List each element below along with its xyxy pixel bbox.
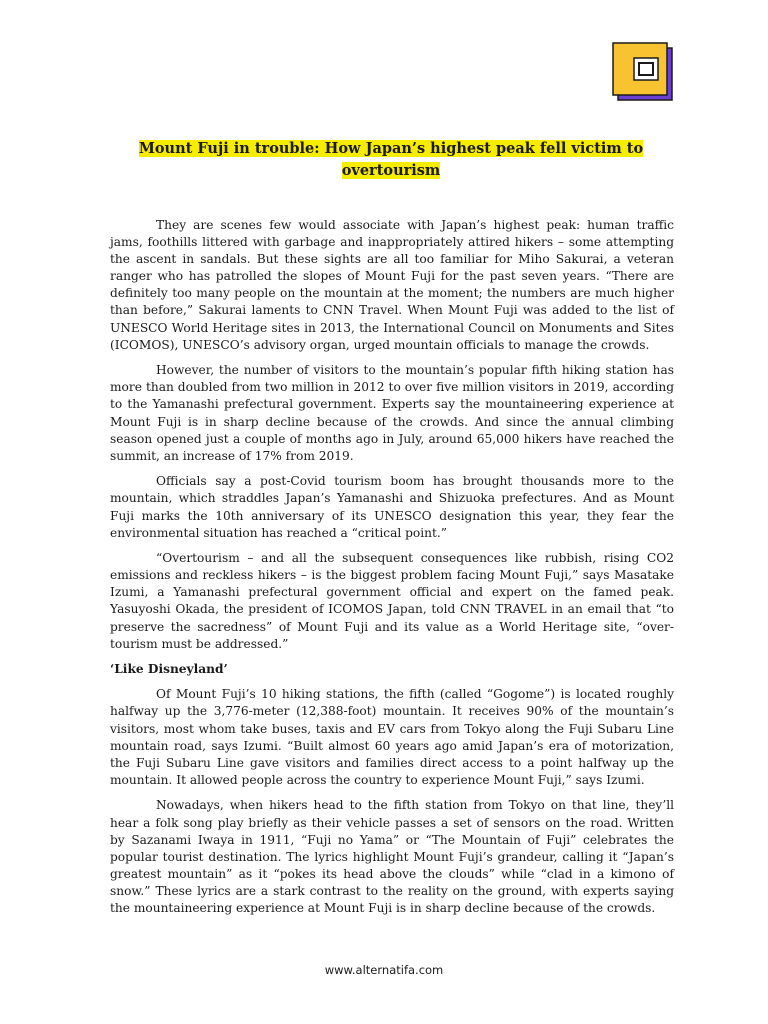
paragraph: Of Mount Fuji’s 10 hiking stations, the fifth (called “Gogome”) is located roughly halfway up the 3,776-meter (12,388-foot) mountain. It receives 90% of the mountain’s visitors, most whom take buses, taxis and EV cars from Tokyo along the Fuji Subaru Line mountain road, says Izumi. “Built almost 60 years ago amid Japan’s era of motorization, the Fuji Subaru Line gave visitors and families direct access to a point halfway up the mountain. It allowed people across the country to experience Mount Fuji,” says Izumi. [110,687,674,787]
article-title [108,138,674,182]
section-heading: ‘Like Disneyland’ [110,662,228,677]
paragraph: They are scenes few would associate with Japan’s highest peak: human traffic jams, foothills littered with garbage and inappropriately attired hikers – some attempting the ascent in sandals. But these sights are all too familiar for Miho Sakurai, a veteran ranger who has patrolled the slopes of Mount Fuji for the past seven years. “There are definitely too many people on the mountain at the moment; the numbers are much higher than before,” Sakurai laments to CNN Travel. When Mount Fuji was added to the list of UNESCO World Heritage sites in 2013, the International Council on Monuments and Sites (ICOMOS), UNESCO’s advisory organ, urged mountain officials to manage the crowds. [110,218,674,352]
alternatifa-logo-icon [612,42,674,102]
paragraph: Officials say a post-Covid tourism boom has brought thousands more to the mountain, which straddles Japan’s Yamanashi and Shizuoka prefectures. And as Mount Fuji marks the 10th anniversary of its UNESCO designation this year, they fear the environmental situation has reached a “critical point.” [110,474,674,540]
footer-website: www.alternatifa.com [324,963,444,977]
paragraph: Nowadays, when hikers head to the fifth station from Tokyo on that line, they’ll hear a folk song play briefly as their vehicle passes a set of sensors on the road. Written by Sazanami Iwaya in 1911, “Fuji no Yama” or “The Mountain of Fuji” celebrates the popular tourist destination. The lyrics highlight Mount Fuji’s grandeur, calling it “Japan’s greatest mountain” as it “pokes its head above the clouds” while “clad in a kimono of snow.” These lyrics are a stark contrast to the reality on the ground, with experts saying the mountaineering experience at Mount Fuji is in sharp decline because of the crowds. [110,798,674,915]
article-body [110,217,674,926]
paragraph: However, the number of visitors to the mountain’s popular fifth hiking station has more than doubled from two million in 2012 to over five million visitors in 2019, according to the Yamanashi prefectural government. Experts say the mountaineering experience at Mount Fuji is in sharp decline because of the crowds. And since the annual climbing season opened just a couple of months ago in July, around 65,000 hikers have reached the summit, an increase of 17% from 2019. [110,363,674,463]
paragraph: “Overtourism – and all the subsequent consequences like rubbish, rising CO2 emissions and reckless hikers – is the biggest problem facing Mount Fuji,” says Masatake Izumi, a Yamanashi prefectural government official and expert on the famed peak. Yasuyoshi Okada, the president of ICOMOS Japan, told CNN TRAVEL in an email that “to preserve the sacredness” of Mount Fuji and its value as a World Heritage site, “over-tourism must be addressed.” [110,551,674,651]
article-title-text: Mount Fuji in trouble: How Japan’s highest peak fell victim to overtourism [138,140,644,179]
